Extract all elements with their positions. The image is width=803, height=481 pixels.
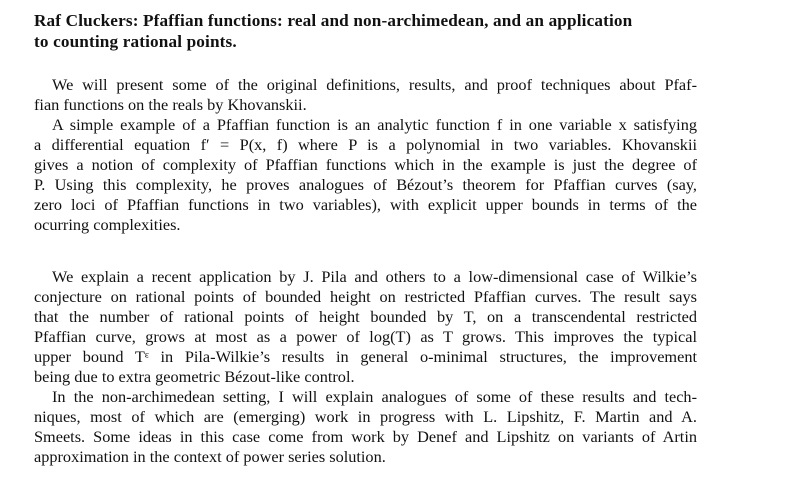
text-line: P. Using this complexity, he proves analogues of Bézout’s theorem for Pfaffian curves (say, bbox=[34, 175, 697, 194]
text-line: We explain a recent application by J. Pila and others to a low-dimensional case of Wilkie’s bbox=[52, 267, 697, 286]
text-line: Smeets. Some ideas in this case come from work by Denef and Lipshitz on variants of Artin bbox=[34, 427, 697, 446]
text-line: Pfaffian curve, grows at most as a power of log(T) as T grows. This improves the typical bbox=[34, 327, 697, 346]
text-line: ocurring complexities. bbox=[34, 215, 181, 234]
title-line-2: to counting rational points. bbox=[34, 32, 237, 51]
text-line: We will present some of the original definitions, results, and proof techniques about Pfaf- bbox=[52, 75, 697, 94]
text-line: A simple example of a Pfaffian function is an analytic function f in one variable x satisfying bbox=[52, 115, 697, 134]
text-line: In the non-archimedean setting, I will explain analogues of some of these results and tech- bbox=[52, 387, 697, 406]
text-line: conjecture on rational points of bounded height on restricted Pfaffian curves. The result says bbox=[34, 287, 697, 306]
text-line: gives a notion of complexity of Pfaffian functions which in the example is just the degree of bbox=[34, 155, 697, 174]
abstract-title bbox=[34, 10, 714, 52]
text-line: approximation in the context of power series solution. bbox=[34, 447, 386, 466]
text-line: zero loci of Pfaffian functions in two variables), with explicit upper bounds in terms of the bbox=[34, 195, 697, 214]
text-line: upper bound Tᵋ in Pila-Wilkie’s results in general o-minimal structures, the improvement bbox=[34, 347, 697, 366]
text-line: being due to extra geometric Bézout-like control. bbox=[34, 367, 355, 386]
text-line: niques, most of which are (emerging) work in progress with L. Lipshitz, F. Martin and A. bbox=[34, 407, 697, 426]
text-line: that the number of rational points of height bounded by T, on a transcendental restricted bbox=[34, 307, 697, 326]
text-line: a differential equation f′ = P(x, f) where P is a polynomial in two variables. Khovanskii bbox=[34, 135, 697, 154]
text-line: fian functions on the reals by Khovanskii. bbox=[34, 95, 307, 114]
title-line-1: Raf Cluckers: Pfaffian functions: real and non-archimedean, and an application bbox=[34, 11, 633, 30]
